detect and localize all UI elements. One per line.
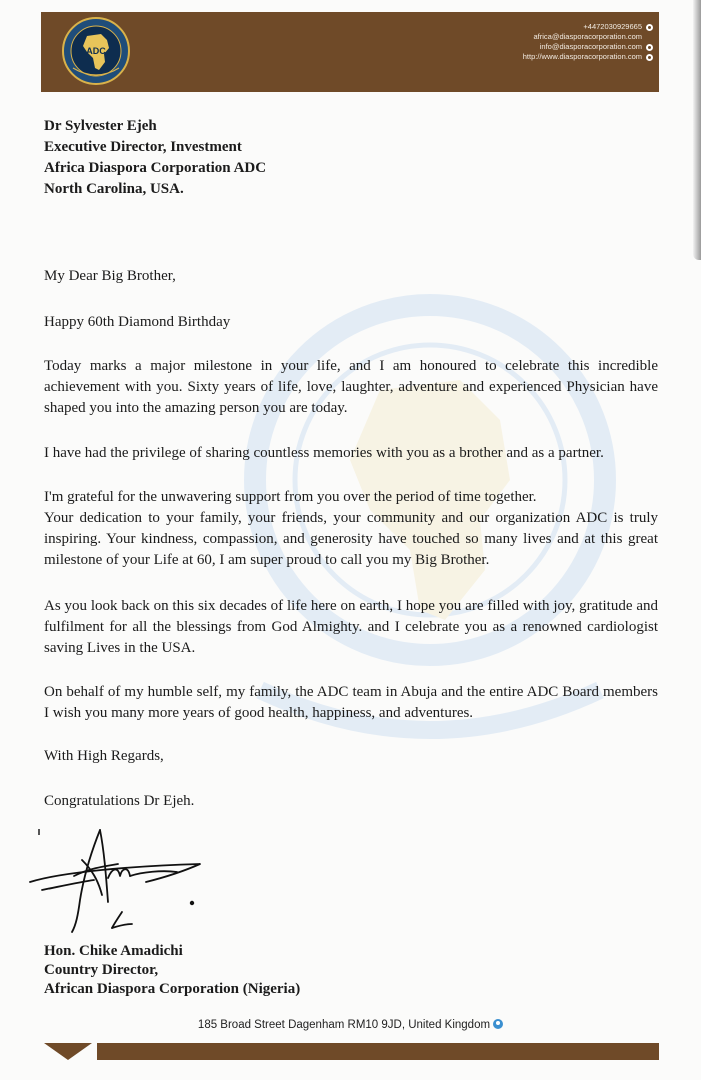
svg-text:ADC: ADC <box>86 46 106 56</box>
subject-line: Happy 60th Diamond Birthday <box>44 314 231 330</box>
handwritten-signature <box>22 820 222 945</box>
email-africa: africa@diasporacorporation.com <box>533 32 642 41</box>
signer-block <box>44 942 300 999</box>
paragraph-4: As you look back on this six decades of life here on earth, I hope you are filled with joy, gratitude and fulfilment for all the blessings from God Almighty. and I celebrate you as a renowned cardiologist saving Lives in the USA. <box>44 598 658 656</box>
closing: With High Regards, <box>44 748 164 764</box>
paragraph-1: Today marks a major milestone in your life, and I am honoured to celebrate this incredible achievement with you. Sixty years of life, love, laughter, adventure and experienced Physician have shaped you into the amazing person you are today. <box>44 358 658 416</box>
recipient-title: Executive Director, Investment <box>44 139 242 155</box>
footer-triangle <box>44 1043 92 1060</box>
phone-icon <box>646 24 653 31</box>
adc-logo <box>61 16 131 86</box>
paragraph-3-body: Your dedication to your family, your friends, your community and our organization ADC is truly inspiring. Your kindness, compassion, and generosity have touched so many lives and at this great milestone of your Life at 60, I am super proud to call you my Big Brother. <box>44 510 658 568</box>
paragraph-2: I have had the privilege of sharing countless memories with you as a brother and as a partner. <box>44 445 604 461</box>
congratulations-line: Congratulations Dr Ejeh. <box>44 793 195 809</box>
globe-icon <box>646 54 653 61</box>
signer-name: Hon. Chike Amadichi <box>44 943 183 959</box>
recipient-org: Africa Diaspora Corporation ADC <box>44 160 267 176</box>
recipient-address <box>44 116 266 200</box>
website-link: http://www.diasporacorporation.com <box>522 52 642 61</box>
email-icon <box>646 44 653 51</box>
location-pin-icon <box>493 1019 503 1029</box>
recipient-name: Dr Sylvester Ejeh <box>44 118 157 134</box>
footer-address <box>0 1019 701 1031</box>
email-info: info@diasporacorporation.com <box>539 42 642 51</box>
footer-bar <box>97 1043 659 1060</box>
contact-info <box>523 22 653 62</box>
greeting: My Dear Big Brother, <box>44 268 176 284</box>
paragraph-3 <box>44 487 658 571</box>
phone-number: +4472030929665 <box>583 22 642 31</box>
signer-title: Country Director, <box>44 962 159 978</box>
recipient-location: North Carolina, USA. <box>44 181 184 197</box>
footer-address-text: 185 Broad Street Dagenham RM10 9JD, United Kingdom <box>197 1019 491 1031</box>
paragraph-5: On behalf of my humble self, my family, the ADC team in Abuja and the entire ADC Board members I wish you many more years of good health, happiness, and adventures. <box>44 684 658 721</box>
paragraph-3-line-1: I'm grateful for the unwavering support from you over the period of time together. <box>44 489 537 505</box>
letterhead-header <box>41 12 659 92</box>
signer-org: African Diaspora Corporation (Nigeria) <box>44 981 301 997</box>
scrollbar[interactable] <box>693 0 701 260</box>
